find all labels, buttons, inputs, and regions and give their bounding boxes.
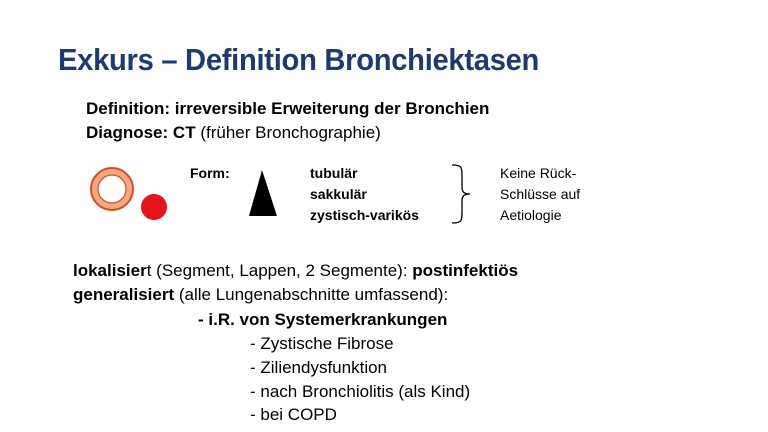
lokalisiert-detail: t (Segment, Lappen, 2 Segmente): bbox=[146, 261, 408, 280]
note-line-2: Schlüsse auf bbox=[500, 186, 581, 202]
bronchus-lumen bbox=[98, 175, 126, 203]
definition-label: Definition: bbox=[86, 99, 171, 118]
systemic-subheading: - i.R. von Systemerkrankungen bbox=[198, 310, 448, 329]
diagnose-ct: CT bbox=[172, 123, 196, 142]
cause-item: - nach Bronchiolitis (als Kind) bbox=[250, 382, 471, 401]
diagnose-line bbox=[86, 123, 381, 143]
form-type-cystic: zystisch-varikös bbox=[310, 207, 419, 223]
form-illustration bbox=[88, 160, 178, 224]
lokalisiert-label: lokalisier bbox=[73, 261, 147, 280]
form-label: Form: bbox=[190, 165, 230, 181]
diagnose-label: Diagnose: bbox=[86, 123, 169, 142]
triangle-illustration bbox=[248, 170, 278, 218]
cause-item: - Ziliendysfunktion bbox=[250, 358, 388, 377]
cause-item: - Zystische Fibrose bbox=[250, 334, 394, 353]
lokalisiert-line bbox=[73, 261, 518, 281]
curly-brace-icon bbox=[450, 163, 474, 225]
generalisiert-line bbox=[73, 285, 448, 305]
slide-title: Exkurs – Definition Bronchiektasen bbox=[58, 42, 540, 77]
red-dot-icon bbox=[141, 194, 167, 220]
generalisiert-label: generalisiert bbox=[73, 285, 175, 304]
lokalisiert-cause: postinfektiös bbox=[412, 261, 519, 280]
generalisiert-detail: (alle Lungenabschnitte umfassend): bbox=[178, 285, 449, 304]
form-type-tubular: tubulär bbox=[310, 165, 358, 181]
triangle-icon bbox=[249, 170, 277, 216]
note-line-3: Aetiologie bbox=[500, 207, 562, 223]
definition-line bbox=[86, 99, 489, 119]
diagnose-note: (früher Bronchographie) bbox=[200, 123, 381, 142]
definition-text: irreversible Erweiterung der Bronchien bbox=[174, 99, 490, 118]
note-line-1: Keine Rück- bbox=[500, 165, 577, 181]
form-type-saccular: sakkulär bbox=[310, 186, 367, 202]
cause-item: - bei COPD bbox=[250, 405, 337, 424]
